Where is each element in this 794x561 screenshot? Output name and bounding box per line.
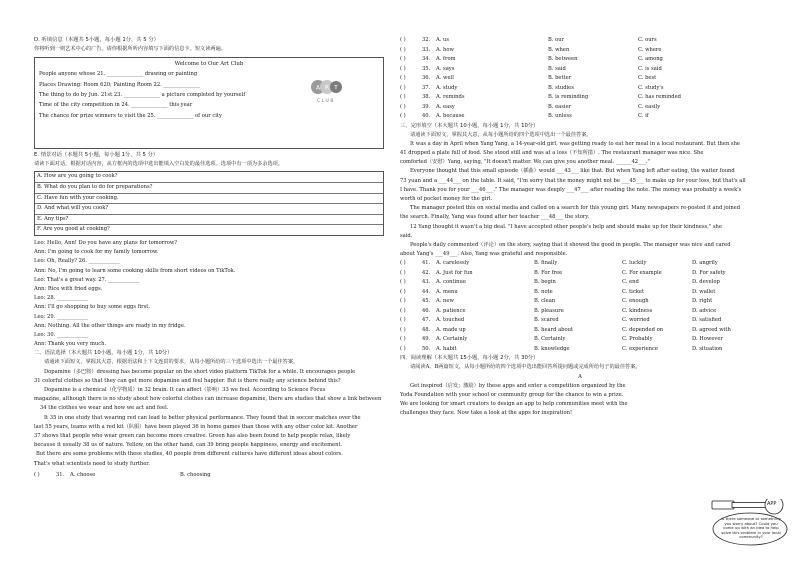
reading-line: We are looking for smart creators to design an app to help communities meet with the (400, 401, 628, 408)
choice-c[interactable]: C. study's (638, 84, 664, 91)
answer-blank[interactable]: ( ) (400, 288, 406, 295)
question-47 (400, 316, 772, 326)
choice-c[interactable]: C. end (622, 279, 639, 286)
option-c: C. Have fun with your cooking. (35, 194, 383, 205)
question-42 (400, 269, 772, 279)
choice-a[interactable]: A. easy (436, 103, 455, 110)
question-34 (400, 55, 772, 65)
question-35 (400, 65, 772, 75)
svg-text:T: T (334, 84, 338, 92)
dialogue-line: Ann: I'll go shopping to buy some eggs first. (34, 304, 150, 311)
passage-line: about Yang's ___49___. Also, Yang was grateful and responsible. (400, 251, 568, 258)
choice-c[interactable]: C. worried (622, 317, 650, 324)
choice-c[interactable]: C. enough (622, 298, 649, 305)
choice-b[interactable]: B. studies (548, 84, 574, 91)
club-row-5: The chance for prize winners to visit the 25. ______________ of our city (39, 112, 222, 119)
question-50 (400, 345, 772, 355)
passage-line: the search. Finally, Yang was found after her teacher ___48___ the story. (400, 214, 590, 221)
choice-c[interactable]: C. has reminded (638, 94, 682, 100)
choice-b[interactable]: B. unless (548, 113, 572, 119)
question-number: 42. (422, 269, 431, 276)
art-club-logo (309, 74, 343, 108)
choice-c[interactable]: C. depended on (622, 326, 664, 333)
option-d: D. And what will you cook? (35, 204, 383, 215)
question-number: 50. (422, 345, 431, 352)
option-e: E. Any tips? (35, 215, 383, 226)
choice-b[interactable]: B. said (548, 65, 566, 72)
passage-line: It 35 in one study that wearing red can lead to better physical performance. They found that in soccer matches over the (44, 414, 361, 421)
question-39 (400, 103, 772, 113)
choice-a[interactable]: A. touched (436, 317, 465, 324)
choice-c[interactable]: C. ticket (622, 288, 645, 295)
choice-b[interactable]: B. choosing (180, 471, 211, 478)
question-number: 46. (422, 307, 431, 314)
reading-line: challenges they face. Now take a look at the apps for inspiration! (400, 410, 573, 417)
passage-line: last 55 years, teams with a red kit（队服）have been played 36 in home games than those with any other color kit. Another (34, 423, 358, 430)
passage-line: The manager posted this on social media and called on a search for this young girl. Many newspapers re-posted it and joined (410, 205, 741, 212)
choice-a[interactable]: A. continue (436, 279, 466, 286)
section-3-heading: 三、完形填空（本大题共 10小题，每小题 1分，共 10分） (400, 122, 539, 129)
choice-c[interactable]: C. if (638, 113, 649, 119)
choice-d[interactable]: D. develop (692, 279, 720, 286)
passage-line: 31 colorful clothes so that they can get more dopamine and feel happier. But is there really any science behind this? (34, 377, 341, 384)
passage-line: comforted（安慰）Yang, saying, "It doesn't matter. We can give you another meal. ______42___." (400, 159, 650, 166)
choice-c[interactable]: C. is said (638, 65, 662, 72)
choice-d[interactable]: D. situation (692, 345, 723, 352)
choice-a[interactable]: A. choose (70, 471, 96, 478)
section-2-instructions: 请通读下面短文，掌握其大意，根据语法和上下文连贯的要求，从每小题所给的三个选项中选出一个最佳答案。 (44, 359, 299, 366)
choice-c[interactable]: C. Probably (622, 336, 653, 343)
passage-a-label: A (578, 373, 582, 380)
question-number: 43. (422, 279, 431, 286)
dialogue-line: Leo: That's a great way. 27. ____________ (34, 276, 140, 283)
question-36 (400, 74, 772, 84)
dialogue-line: Leo: 28. ____________ (34, 295, 89, 302)
choice-b[interactable]: B. better (548, 75, 572, 81)
question-number: 44. (422, 288, 431, 295)
choice-a[interactable]: A. new (436, 298, 454, 305)
question-45 (400, 297, 772, 307)
answer-blank[interactable]: ( ) (400, 46, 406, 53)
passage-line: People's daily commented（评论）on the story, saying that it showed the good in people. The manager was nice and cared (410, 241, 731, 248)
choice-a[interactable]: A. made up (436, 326, 466, 333)
question-number: 49. (422, 336, 431, 343)
choice-a[interactable]: A. menu (436, 288, 458, 295)
passage-line: worth of pocket money for the girl. (400, 195, 493, 202)
choice-d[interactable]: D. angrily (692, 260, 718, 267)
passage-line: 34 the clothes we wear and how we act and feel. (40, 405, 169, 412)
answer-blank[interactable]: ( ) (400, 94, 406, 100)
question-40 (400, 112, 772, 122)
passage-line: 37 shows that people who wear green can become more creative. Green has also been found to help people relax, likely (34, 433, 351, 440)
section-d-instructions: 你将听到一则艺术中心的广告。请你根据所听内容填写下面的信息卡。短文读两遍。 (34, 46, 226, 52)
answer-blank[interactable]: ( ) (400, 298, 406, 305)
grammar-choices (400, 36, 772, 122)
answer-blank[interactable]: ( ) (400, 279, 406, 286)
dialogue-line: Ann: No, I'm going to learn some cooking skills from short videos on TikTok. (34, 267, 236, 274)
choice-c[interactable]: C. best (638, 75, 657, 81)
choice-d[interactable]: D. advice (692, 307, 717, 314)
choice-d[interactable]: D. satisfied (692, 317, 722, 324)
choice-b[interactable]: B. note (534, 288, 553, 295)
club-row-2: Places Drawing: Room 620; Painting Room 22. ______________ (39, 81, 200, 88)
section-4-heading: 四、阅读理解（本大题共 15小题，每小题 2分，共 30分） (400, 355, 539, 362)
dialogue-line: Leo: Oh, Really? 26. ____________ (34, 258, 120, 265)
passage-line: But there are some problems with these studies, 40 people from different cultures have different ideas about colors. (36, 451, 343, 458)
question-number: 36. (422, 75, 431, 81)
choice-d[interactable]: D. For safety (692, 269, 726, 276)
choice-b[interactable]: B. Certainly (534, 336, 566, 343)
reading-line: Yoda Foundation with your school or community group for the chance to win a prize. (400, 391, 624, 398)
question-46 (400, 307, 772, 317)
question-number: 34. (422, 56, 431, 62)
passage-line: That's what scientists need to study further. (34, 460, 150, 467)
club-row-3: The thing to do by Jun. 21st 23. ______________ a picture completed by yourself (39, 92, 246, 99)
choice-b[interactable]: B. heard about (534, 326, 574, 333)
choice-b[interactable]: B. between (548, 56, 578, 62)
answer-blank[interactable]: ( ) (400, 65, 406, 72)
choice-a[interactable]: A. because (436, 113, 465, 119)
choice-a[interactable]: A. Just for fun (436, 269, 473, 276)
question-49 (400, 335, 772, 345)
option-a: A. How are you going to cook? (35, 172, 383, 183)
question-number: 32. (422, 37, 431, 43)
dialogue-line: Ann: I'm going to cook for my family tomorrow. (34, 249, 159, 256)
passage-line: 41 dropped a plate full of food. She stood still and was at a loss（不知所措）. The restaurant manager was nice. She (400, 149, 704, 156)
options-box (34, 171, 384, 236)
choice-a[interactable]: A. Certainly (436, 336, 468, 343)
question-number: 37. (422, 84, 431, 91)
art-club-card (34, 57, 384, 149)
dialogue-line: Leo: 29. ____________ (34, 313, 89, 320)
answer-blank[interactable]: ( ) (400, 56, 406, 62)
art-club-title: Welcome to Our Art Club (174, 61, 244, 68)
answer-blank[interactable]: ( ) (400, 345, 406, 352)
svg-text:A: A (315, 84, 321, 92)
choice-b[interactable]: B. our (548, 37, 565, 43)
choice-c[interactable]: C. ours (638, 37, 657, 43)
answer-blank[interactable]: ( ) (400, 84, 406, 91)
badge-app-label: APP (767, 501, 777, 507)
question-48 (400, 326, 772, 336)
passage-line: magazine, although there is no study about how colorful clothes can increase dopamine, there are studies that show a link between (34, 396, 382, 403)
cloze-passage (400, 140, 772, 260)
section-2-heading: 二、语法选择（本大题共 10小题，每小题 1分，共 10分） (34, 350, 173, 357)
question-number: 40. (422, 113, 431, 119)
choice-a[interactable]: A. how (436, 46, 454, 53)
passage-line: Dopamine（多巴胺）dressing has become popular on the short video platform TikTok for a while. It encourages people (44, 368, 356, 375)
answer-blank[interactable]: ( ) (400, 326, 406, 333)
grammar-passage (34, 368, 384, 469)
dialogue-line: Leo: Hello, Ann! Do you have any plans for tomorrow? (34, 239, 178, 246)
question-number: 39. (422, 103, 431, 110)
svg-text:CLUB: CLUB (317, 99, 335, 105)
question-43 (400, 278, 772, 288)
question-number: 45. (422, 298, 431, 305)
dialogue-line: Ann: Nothing. All the other things are ready in my fridge. (34, 322, 186, 329)
choice-a[interactable]: A. study (436, 84, 458, 91)
choice-b[interactable]: B. finally (534, 260, 558, 267)
choice-b[interactable]: B. For free (534, 269, 563, 276)
passage-line: 12 Yang thought it wasn't a big deal. "I have accepted other people's help and should make up for their kindness," she (410, 223, 722, 230)
question-44 (400, 288, 772, 298)
app-idea-badge (710, 499, 788, 547)
choice-c[interactable]: C. among (638, 56, 663, 62)
question-number: 41. (422, 260, 431, 267)
question-number: 38. (422, 94, 431, 100)
club-row-1: People anyone whose 21. ______________ drawing or painting (39, 71, 198, 78)
answer-blank[interactable]: ( ) (34, 471, 40, 478)
choice-a[interactable]: A. habit (436, 345, 457, 352)
passage-line: It was a day in April when Yang Yang, a 14-year-old girl, was getting ready to eat her meal in a local restaurant. But then she (410, 140, 741, 147)
choice-a[interactable]: A. well (436, 75, 454, 81)
question-33 (400, 46, 772, 56)
choice-a[interactable]: A. patience (436, 307, 466, 314)
choice-a[interactable]: A. says (436, 65, 455, 72)
passage-line: Everyone thought that this small episode（插曲）would ___43___ like that. But when Yang left after eating, the waiter found (410, 168, 735, 175)
question-32 (400, 36, 772, 46)
answer-blank[interactable]: ( ) (400, 75, 406, 81)
svg-text:R: R (324, 84, 330, 92)
section-e-heading: E. 情景对话（本题共 5小题，每小题 1分，共 5 分） (34, 152, 159, 159)
choice-a[interactable]: A. from (436, 56, 456, 62)
dialogue (34, 239, 384, 349)
question-number: 31. (56, 471, 65, 478)
choice-b[interactable]: B. easier (548, 103, 572, 110)
dialogue-line: Leo: 30. ____________ (34, 332, 89, 338)
cloze-choices (400, 259, 772, 354)
choice-b[interactable]: B. pleasure (534, 307, 564, 314)
club-row-4: Time of the city competition in 24. ______________ this year (39, 102, 193, 109)
section-3-instructions: 请通读下面短文，掌握其大意，从每小题所给的四个选项中选出一个最佳答案。 (410, 131, 592, 138)
question-41 (400, 259, 772, 269)
question-number: 33. (422, 46, 431, 53)
choice-c[interactable]: C. easily (638, 103, 661, 110)
answer-blank[interactable]: ( ) (400, 103, 406, 110)
badge-text: Is there someone or something you worry about? Could you come up with an idea to help solve this problem in your local community? (721, 516, 781, 540)
passage-line: said. (400, 232, 413, 239)
passage-line: because it usually 38 us of nature. Yellow, on the other hand, can 39 bring people happiness, energy and excitement. (34, 442, 343, 449)
answer-blank[interactable]: ( ) (400, 260, 406, 267)
answer-blank[interactable]: ( ) (400, 336, 406, 343)
choice-a[interactable]: A. carelessly (436, 260, 470, 267)
section-e-instructions: 请读下面对话，根据对话内容，从方框内的选项中选出能填入空白处的最佳选项。选项中有一项为多余选项。 (34, 161, 284, 168)
passage-line: Dopamine is a chemical（化学物质）in 32 brain. It can affect（影响）33 we feel. According to Science Focus (44, 387, 326, 394)
choice-b[interactable]: B. when (548, 46, 570, 53)
passage-line: I have. Thank you for your ___46___." The manager was deeply ___47___ after reading the note. The money was probably a week's (400, 186, 742, 193)
choice-a[interactable]: A. us (436, 37, 450, 43)
section-d-heading: D. 听填信息（本题共 5小题，每小题 1分，共 5 分） (34, 37, 159, 43)
choice-c[interactable]: C. kindness (622, 307, 653, 314)
left-column (34, 36, 384, 480)
right-column (400, 36, 772, 419)
choice-a[interactable]: A. reminds (436, 94, 465, 100)
passage-line: 73 yuan and a ___44___ on the table. It said, "I'm sorry that the money might not be ___45___ to make up for your loss, but that's all (400, 177, 746, 184)
question-number: 35. (422, 65, 431, 72)
dialogue-line: Ann: Rice with fried eggs. (34, 285, 103, 292)
choice-d[interactable]: D. agreed with (692, 326, 731, 333)
question-number: 47. (422, 317, 431, 324)
question-number: 48. (422, 326, 431, 333)
choice-c[interactable]: C. experience (622, 345, 658, 352)
reading-passage-a (400, 382, 692, 419)
choice-b[interactable]: B. scared (534, 317, 559, 324)
choice-c[interactable]: C. where (638, 46, 662, 53)
reading-line: Get inspired（启发；激励）by these apps and enter a competition organized by the (410, 382, 626, 389)
option-f: F. Are you good at cooking? (37, 226, 110, 233)
answer-blank[interactable]: ( ) (400, 307, 406, 314)
question-37 (400, 84, 772, 94)
choice-b[interactable]: B. begin (534, 279, 556, 286)
choice-d[interactable]: D. However (692, 336, 723, 343)
choice-d[interactable]: D. wallet (692, 288, 716, 295)
choice-b[interactable]: B. knowledge (534, 345, 570, 352)
answer-blank[interactable]: ( ) (400, 269, 406, 276)
answer-blank[interactable]: ( ) (400, 317, 406, 324)
choice-c[interactable]: C. luckily (622, 260, 647, 267)
option-b: B. What do you plan to do for preparations? (35, 183, 383, 194)
question-38 (400, 93, 772, 103)
choice-b[interactable]: B. clean (534, 298, 556, 305)
answer-blank[interactable]: ( ) (400, 37, 406, 43)
question-31 (34, 471, 384, 481)
choice-b[interactable]: B. is reminding (548, 94, 589, 100)
dialogue-line: Ann: Thank you very much. (34, 341, 107, 348)
choice-d[interactable]: D. right (692, 298, 713, 305)
choice-c[interactable]: C. For example (622, 269, 662, 276)
answer-blank[interactable]: ( ) (400, 113, 406, 119)
section-4-instructions: 请阅读A、B两篇短文，从每小题所给的四个选项中选出能回答所提问题或完成所给句子的最佳答案。 (410, 364, 641, 371)
